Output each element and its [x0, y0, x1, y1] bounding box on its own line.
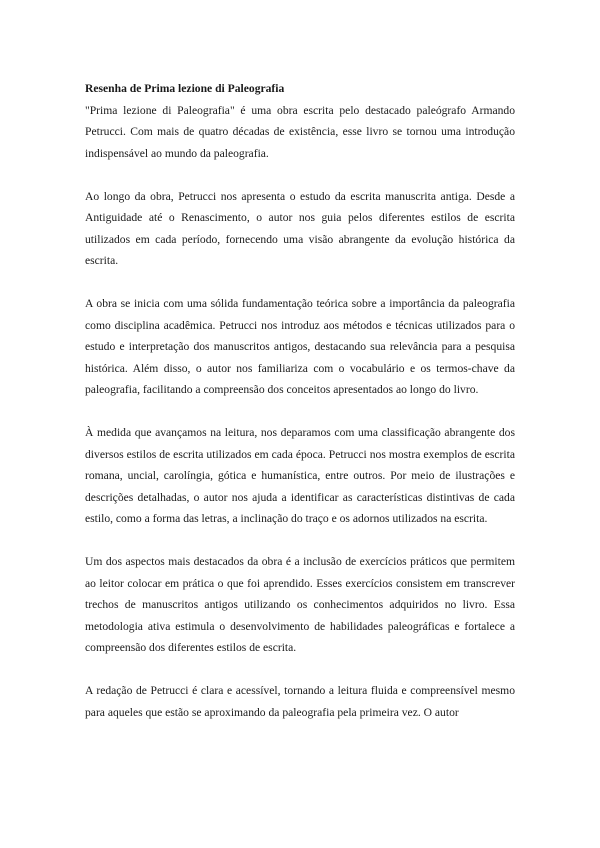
paragraph-theory: A obra se inicia com uma sólida fundamentação teórica sobre a importância da paleografia como disciplina acadêmica. Petrucci nos introduz aos métodos e técnicas utilizados para o estudo e interpretação dos manuscritos antigos, destacando sua relevância para a pesquisa histórica. Além disso, o autor nos familiariza com o vocabulário e os termos-chave da paleografia, facilitando a compreensão dos conceitos apresentados ao longo do livro.: [85, 297, 515, 396]
paragraph-exercises: Um dos aspectos mais destacados da obra é a inclusão de exercícios práticos que permitem ao leitor colocar em prática o que foi aprendido. Esses exercícios consistem em transcrever trechos de manuscritos antigos utilizando os conhecimentos adquiridos no livro. Essa metodologia ativa estimula o desenvolvimento de habilidades paleográficas e fortalece a compreensão dos diferentes estilos de escrita.: [85, 555, 515, 654]
paragraph-overview: Ao longo da obra, Petrucci nos apresenta o estudo da escrita manuscrita antiga. Desde a Antiguidade até o Renascimento, o autor nos guia pelos diferentes estilos de escrita utilizados em cada período, fornecendo uma visão abrangente da evolução histórica da escrita.: [85, 189, 515, 267]
paragraph-writing: A redação de Petrucci é clara e acessível, tornando a leitura fluida e compreensível mesmo para aqueles que estão se aproximando da paleografia pela primeira vez. O autor: [85, 684, 515, 719]
document-body: [85, 78, 515, 723]
paragraph-styles: À medida que avançamos na leitura, nos deparamos com uma classificação abrangente dos diversos estilos de escrita utilizados em cada época. Petrucci nos mostra exemplos de escrita romana, uncial, carolíngia, gótica e humanística, entre outros. Por meio de ilustrações e descrições detalhadas, o autor nos ajuda a identificar as características distintivas de cada estilo, como a forma das letras, a inclinação do traço e os adornos utilizados na escrita.: [85, 426, 515, 525]
document-title: Resenha de Prima lezione di Paleografia: [85, 82, 285, 95]
paragraph-intro: "Prima lezione di Paleografia" é uma obra escrita pelo destacado paleógrafo Armando Petrucci. Com mais de quatro décadas de existência, esse livro se tornou uma introdução indispensável ao mundo da paleografia.: [85, 103, 515, 160]
